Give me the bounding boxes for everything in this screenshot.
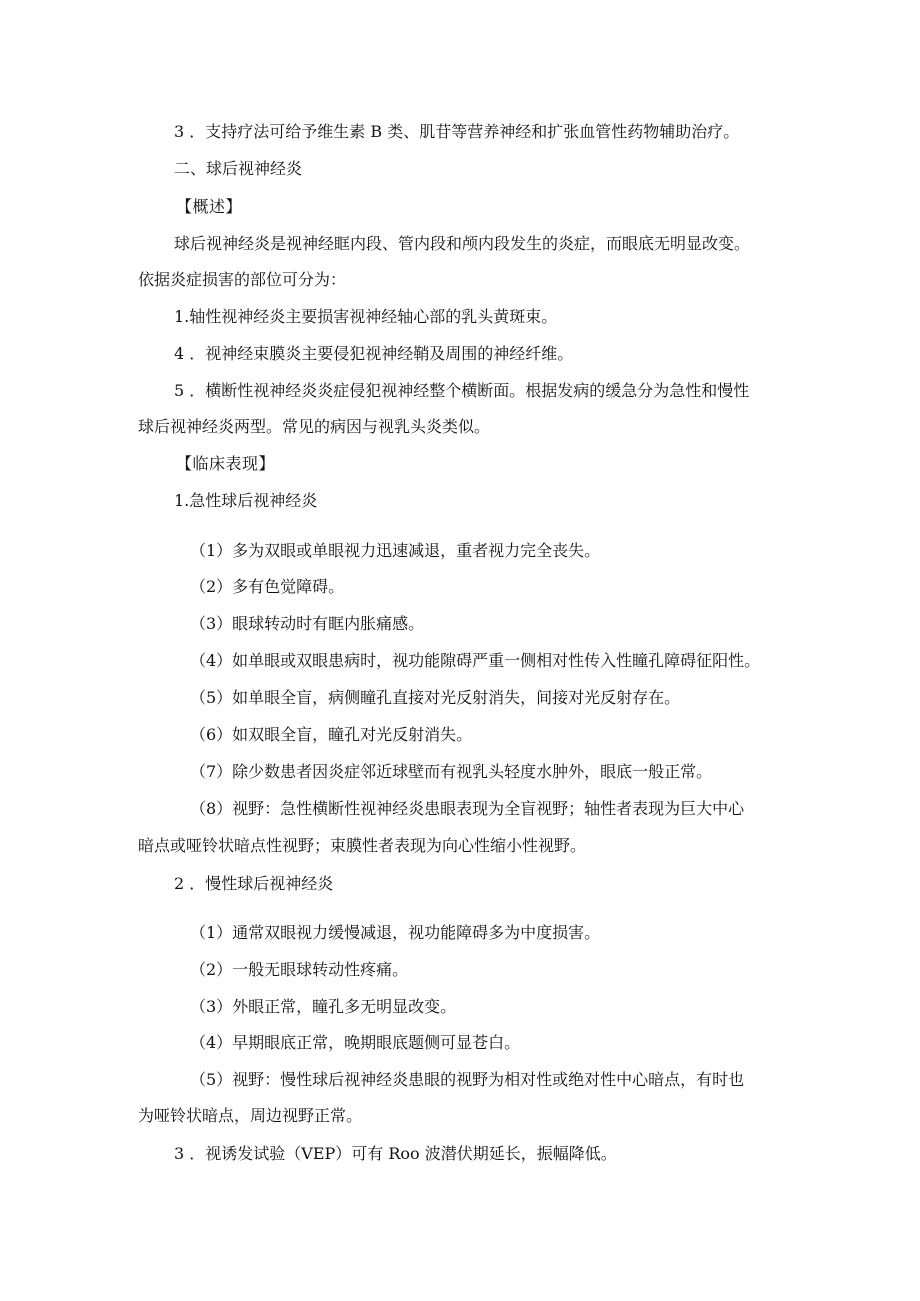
chronic-item-5-line-2: 为哑铃状暗点，周边视野正常。 bbox=[138, 1106, 363, 1125]
chronic-item-4: （4）早期眼底正常，晚期眼底题侧可显苍白。 bbox=[190, 1033, 521, 1052]
type-item-1: 1.轴性视神经炎主要损害视神经轴心部的乳头黄斑束。 bbox=[174, 307, 558, 326]
overview-intro-line-2: 依据炎症损害的部位可分为： bbox=[138, 270, 347, 289]
type-item-2: 4 ．视神经束膜炎主要侵犯视神经鞘及周围的神经纤维。 bbox=[174, 344, 574, 363]
chronic-item-2: （2）一般无眼球转动性疼痛。 bbox=[190, 960, 409, 979]
acute-item-7: （7）除少数患者因炎症邻近球壁而有视乳头轻度水肿外，眼底一般正常。 bbox=[190, 762, 713, 781]
acute-item-4: （4）如单眼或双眼患病时，视功能隙碍严重一侧相对性传入性瞳孔障碍征阳性。 bbox=[190, 651, 761, 670]
acute-item-1: （1）多为双眼或单眼视力迅速减退，重者视力完全丧失。 bbox=[190, 541, 601, 560]
type-item-3: 5 ．横断性视神经炎炎症侵犯视神经整个横断面。根据发病的缓急分为急性和慢性 bbox=[174, 381, 750, 400]
acute-item-5: （5）如单眼全盲，病侧瞳孔直接对光反射消失，间接对光反射存在。 bbox=[190, 688, 681, 707]
acute-item-2: （2）多有色觉障碍。 bbox=[190, 577, 345, 596]
chronic-title: 2 ．慢性球后视神经炎 bbox=[174, 874, 334, 893]
overview-heading: 【概述】 bbox=[176, 197, 243, 216]
overview-intro-line-1: 球后视神经炎是视神经眶内段、管内段和颅内段发生的炎症，而眼底无明显改变。 bbox=[174, 234, 751, 253]
type-item-3-line-2: 球后视神经炎两型。常见的病因与视乳头炎类似。 bbox=[138, 417, 491, 436]
treatment-item-3: 3 ．支持疗法可给予维生素 B 类、肌苷等营养神经和扩张血管性药物辅助治疗。 bbox=[174, 122, 740, 141]
acute-item-3: （3）眼球转动时有眶内胀痛感。 bbox=[190, 614, 425, 633]
acute-item-6: （6）如双眼全盲，瞳孔对光反射消失。 bbox=[190, 725, 473, 744]
acute-title: 1.急性球后视神经炎 bbox=[174, 491, 318, 510]
section-title: 二、球后视神经炎 bbox=[174, 159, 303, 178]
chronic-item-5: （5）视野：慢性球后视神经炎患眼的视野为相对性或绝对性中心暗点，有时也 bbox=[190, 1070, 745, 1089]
acute-item-8: （8）视野：急性横断性视神经炎患眼表现为全盲视野；轴性者表现为巨大中心 bbox=[190, 799, 745, 818]
acute-item-8-line-2: 暗点或哑铃状暗点性视野；束膜性者表现为向心性缩小性视野。 bbox=[138, 836, 587, 855]
chronic-item-1: （1）通常双眼视力缓慢减退，视功能障碍多为中度损害。 bbox=[190, 923, 601, 942]
clinical-heading: 【临床表现】 bbox=[176, 454, 276, 473]
vep-item-3: 3 ．视诱发试验（VEP）可有 Roo 波潜伏期延长，振幅降低。 bbox=[174, 1144, 617, 1163]
chronic-item-3: （3）外眼正常，瞳孔多无明显改变。 bbox=[190, 997, 457, 1016]
